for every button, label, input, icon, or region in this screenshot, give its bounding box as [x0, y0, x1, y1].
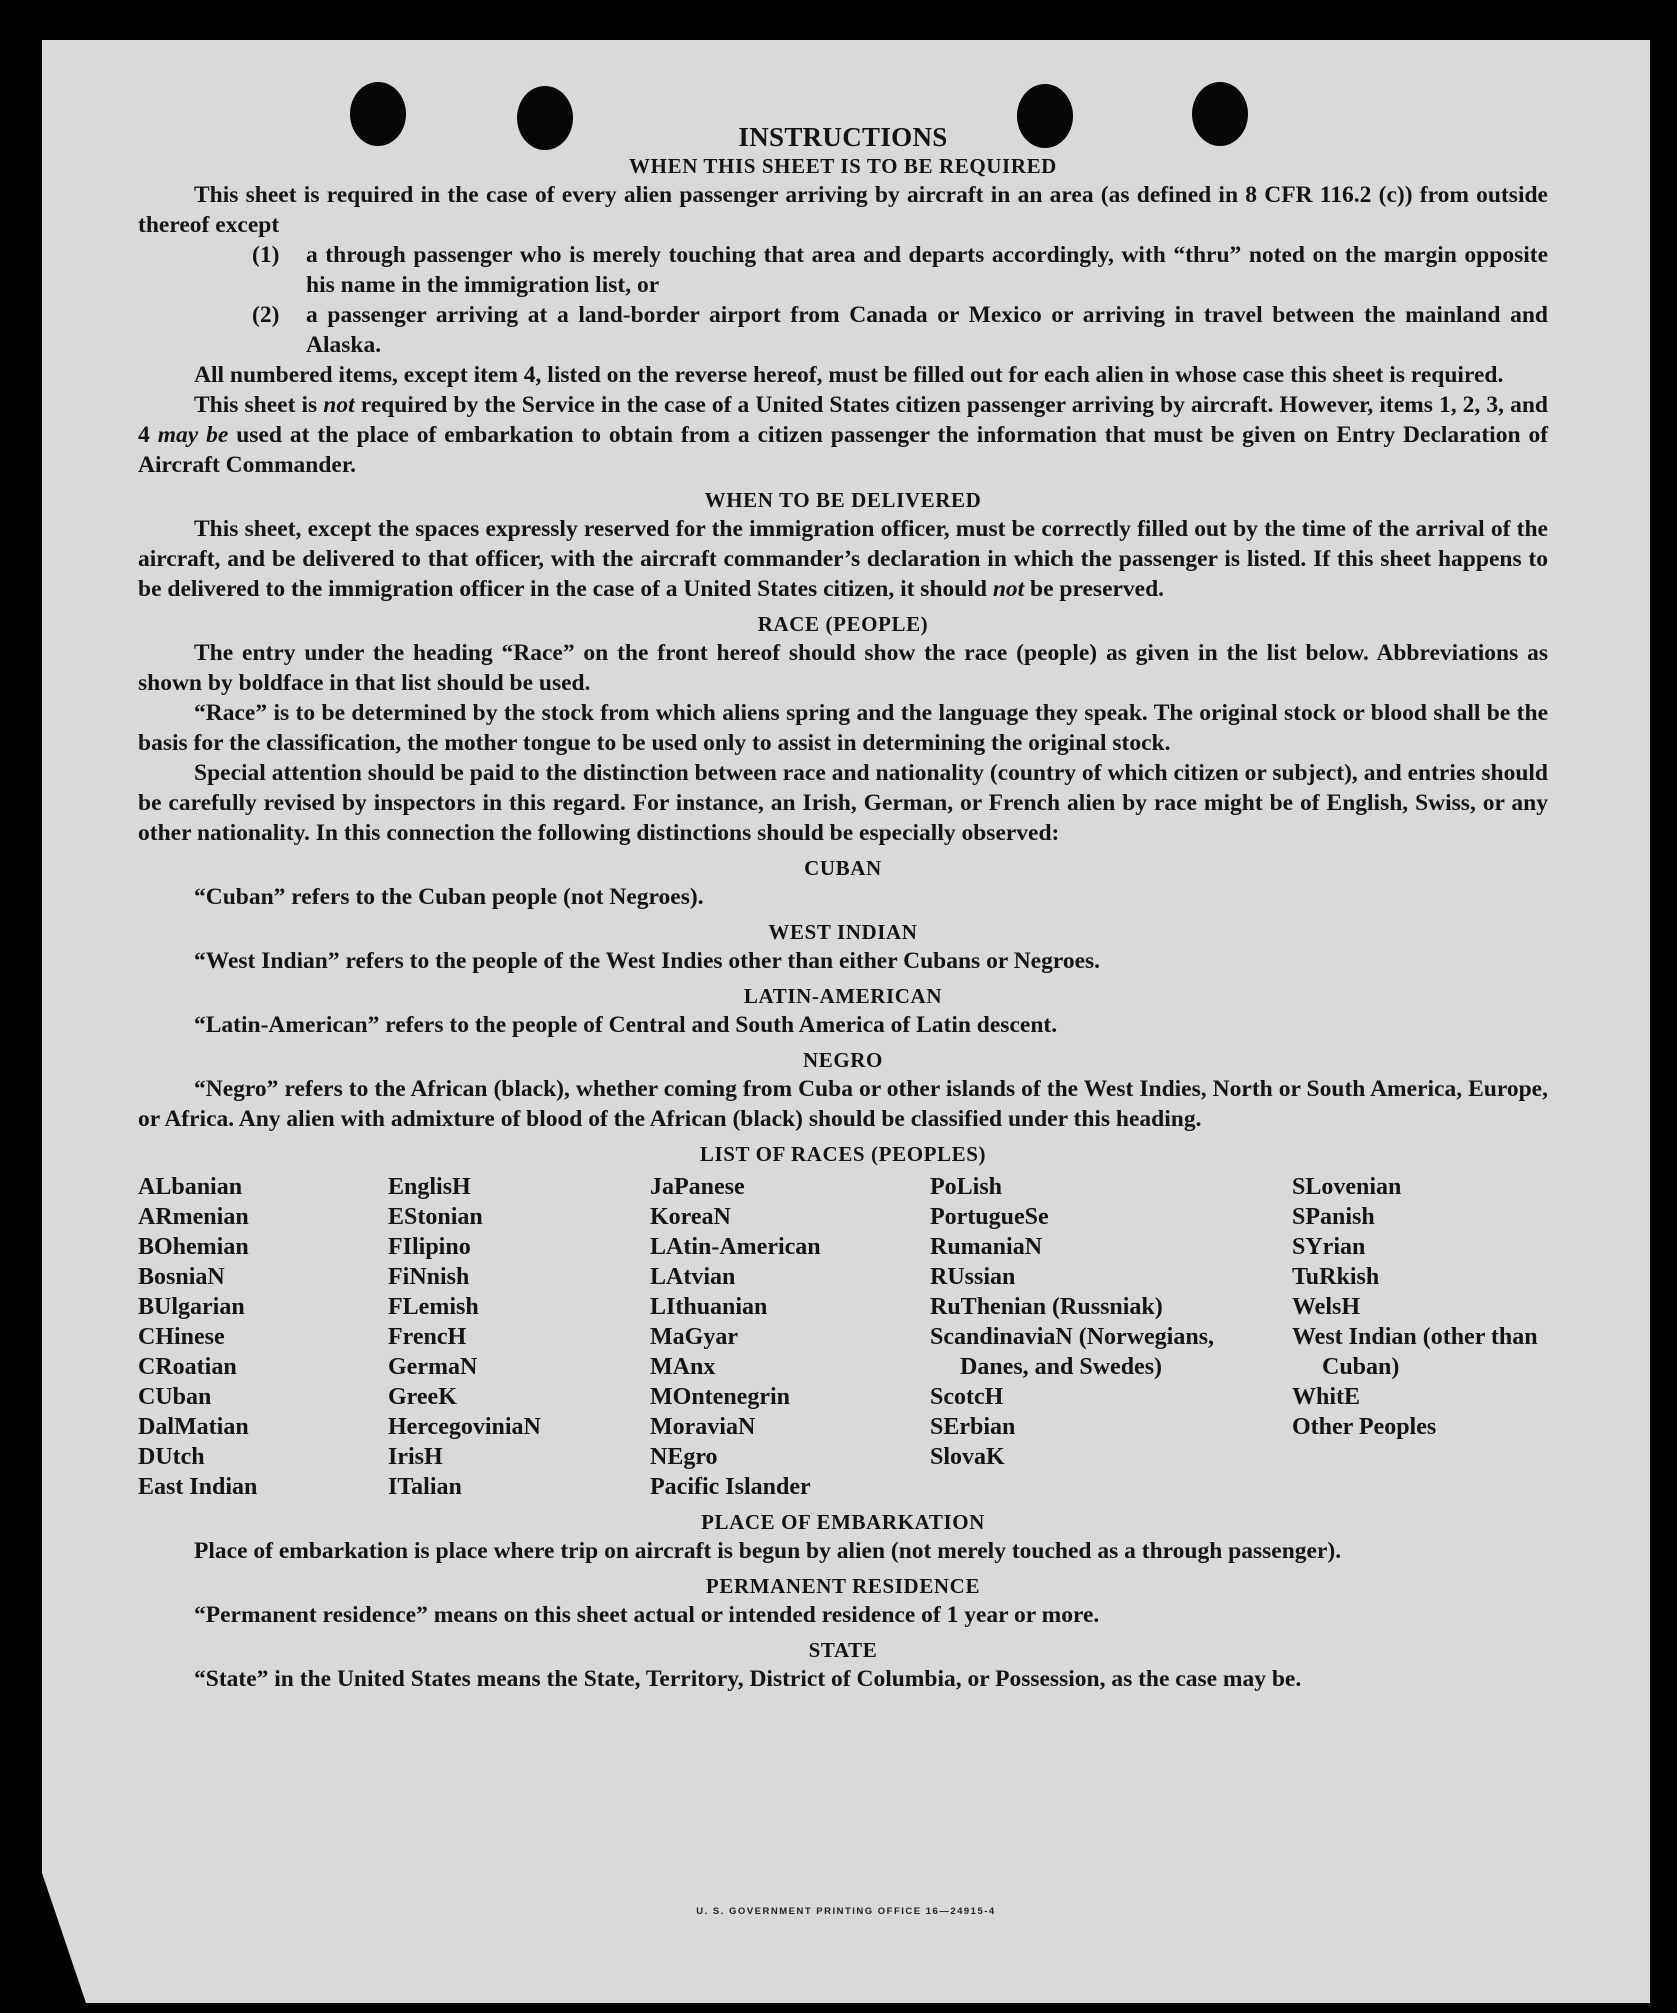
- race-item: FrencH: [388, 1324, 467, 1350]
- race-item: JaPanese: [650, 1174, 745, 1200]
- race-paragraph-1: The entry under the heading “Race” on the front hereof should show the race (people) as given in the list below. Abbreviations as shown by boldface in that list should be used.: [138, 640, 1548, 696]
- race-item: CRoatian: [138, 1354, 237, 1380]
- west-indian-text: “West Indian” refers to the people of the West Indies other than either Cubans or Negroes.: [194, 948, 1101, 974]
- race-item: Other Peoples: [1292, 1414, 1437, 1440]
- residence-text: “Permanent residence” means on this sheet actual or intended residence of 1 year or more.: [194, 1602, 1100, 1628]
- race-item: BosniaN: [138, 1264, 225, 1290]
- race-item: ScotcH: [930, 1384, 1004, 1410]
- embarkation-heading: PLACE OF EMBARKATION: [701, 1510, 985, 1534]
- negro-text: “Negro” refers to the African (black), whether coming from Cuba or other islands of the West Indies, North or South America, Europe, or Africa. Any alien with admixture of blood of the African (black) should be classified under this heading.: [138, 1076, 1548, 1132]
- west-indian-heading: WEST INDIAN: [768, 920, 918, 944]
- race-item: FIlipino: [388, 1234, 471, 1260]
- race-item: PoLish: [930, 1174, 1003, 1200]
- race-item: KoreaN: [650, 1204, 731, 1230]
- race-item: WhitE: [1292, 1384, 1361, 1410]
- races-column-5: [1292, 1172, 1548, 1502]
- race-item: MAnx: [650, 1354, 716, 1380]
- race-item: TuRkish: [1292, 1264, 1380, 1290]
- race-item: SlovaK: [930, 1444, 1005, 1470]
- folded-corner: [42, 1873, 86, 2003]
- race-item: LAtvian: [650, 1264, 736, 1290]
- races-column-2: [388, 1172, 650, 1502]
- exception-item-2: [138, 300, 1548, 360]
- race-item: ARmenian: [138, 1204, 249, 1230]
- exception-item-1: [138, 240, 1548, 300]
- race-item: SYrian: [1292, 1234, 1366, 1260]
- instructions-body: [138, 120, 1548, 1694]
- item-number: (1): [252, 242, 280, 268]
- embarkation-text: Place of embarkation is place where trip on aircraft is begun by alien (not merely touched as a through passenger).: [194, 1538, 1342, 1564]
- race-item: BUlgarian: [138, 1294, 245, 1320]
- state-heading: STATE: [808, 1638, 878, 1662]
- race-item: RumaniaN: [930, 1234, 1043, 1260]
- race-item: CHinese: [138, 1324, 225, 1350]
- cuban-heading: CUBAN: [804, 856, 882, 880]
- race-item: HercegoviniaN: [388, 1414, 541, 1440]
- negro-heading: NEGRO: [802, 1048, 883, 1072]
- race-item: DalMatian: [138, 1414, 249, 1440]
- race-item: FiNnish: [388, 1264, 470, 1290]
- race-heading: RACE (PEOPLE): [757, 612, 929, 636]
- race-paragraph-2: “Race” is to be determined by the stock from which aliens spring and the language they speak. The original stock or blood shall be the basis for the classification, the mother tongue to be used only to assist in determining the original stock.: [138, 700, 1548, 756]
- race-item: CUban: [138, 1384, 212, 1410]
- race-item: GermaN: [388, 1354, 478, 1380]
- item-text: a passenger arriving at a land-border airport from Canada or Mexico or arriving in travel between the mainland and Alaska.: [306, 302, 1548, 358]
- when-delivered-heading: WHEN TO BE DELIVERED: [704, 488, 982, 512]
- race-item: Pacific Islander: [650, 1474, 811, 1500]
- race-item: BOhemian: [138, 1234, 249, 1260]
- races-column-1: [138, 1172, 388, 1502]
- page-title: INSTRUCTIONS: [738, 122, 948, 152]
- when-required-heading: WHEN THIS SHEET IS TO BE REQUIRED: [629, 154, 1057, 178]
- numbered-items-paragraph: All numbered items, except item 4, listed on the reverse hereof, must be filled out for each alien in whose case this sheet is required.: [194, 362, 1504, 388]
- race-item: East Indian: [138, 1474, 258, 1500]
- race-item: EStonian: [388, 1204, 483, 1230]
- race-item: MoraviaN: [650, 1414, 756, 1440]
- races-list-heading: LIST OF RACES (PEOPLES): [699, 1142, 987, 1166]
- races-list: [138, 1172, 1548, 1502]
- citizen-paragraph: This sheet is not required by the Service in the case of a United States citizen passenger arriving by aircraft. However, items 1, 2, 3, and 4 may be used at the place of embarkation to obtain from a citizen passenger the information that must be given on Entry Declaration of Aircraft Commander.: [138, 392, 1549, 478]
- latin-american-heading: LATIN-AMERICAN: [743, 984, 943, 1008]
- state-text: “State” in the United States means the State, Territory, District of Columbia, or Possession, as the case may be.: [194, 1666, 1302, 1692]
- race-item: WelsH: [1292, 1294, 1361, 1320]
- latin-american-text: “Latin-American” refers to the people of Central and South America of Latin descent.: [194, 1012, 1058, 1038]
- race-item: IrisH: [388, 1444, 443, 1470]
- race-paragraph-3: Special attention should be paid to the distinction between race and nationality (country of which citizen or subject), and entries should be carefully revised by inspectors in this regard. For instance, an Irish, German, or French alien by race might be of English, Swiss, or any other nationality. In this connection the following distinctions should be especially observed:: [138, 760, 1548, 846]
- race-item: MOntenegrin: [650, 1384, 790, 1410]
- race-item: EnglisH: [388, 1174, 471, 1200]
- race-item: ScandinaviaN (Norwegians, Danes, and Swedes): [930, 1324, 1215, 1380]
- race-item: MaGyar: [650, 1324, 738, 1350]
- race-item: NEgro: [650, 1444, 718, 1470]
- item-text: a through passenger who is merely touching that area and departs accordingly, with “thru” noted on the margin opposite his name in the immigration list, or: [306, 242, 1548, 298]
- race-item: SLovenian: [1292, 1174, 1402, 1200]
- printing-office-footer: U. S. GOVERNMENT PRINTING OFFICE 16—24915-4: [696, 1906, 996, 1917]
- cuban-text: “Cuban” refers to the Cuban people (not Negroes).: [194, 884, 704, 910]
- race-item: FLemish: [388, 1294, 479, 1320]
- race-item: ALbanian: [138, 1174, 243, 1200]
- races-column-3: [650, 1172, 930, 1502]
- race-item: SPanish: [1292, 1204, 1375, 1230]
- race-item: RuThenian (Russniak): [930, 1294, 1163, 1320]
- required-intro: This sheet is required in the case of every alien passenger arriving by aircraft in an area (as defined in 8 CFR 116.2 (c)) from outside thereof except: [138, 182, 1548, 238]
- races-column-4: [930, 1172, 1292, 1502]
- delivered-paragraph: This sheet, except the spaces expressly reserved for the immigration officer, must be correctly filled out by the time of the arrival of the aircraft, and be delivered to that officer, with the aircraft commander’s declaration in which the passenger is listed. If this sheet happens to be delivered to the immigration officer in the case of a United States citizen, it should not be preserved.: [138, 516, 1548, 602]
- document-sheet: [42, 40, 1650, 2003]
- race-item: ITalian: [388, 1474, 462, 1500]
- race-item: PortugueSe: [930, 1204, 1049, 1230]
- race-item: LAtin-American: [650, 1234, 821, 1260]
- race-item: DUtch: [138, 1444, 205, 1470]
- race-item: GreeK: [388, 1384, 457, 1410]
- item-number: (2): [252, 302, 280, 328]
- race-item: RUssian: [930, 1264, 1016, 1290]
- residence-heading: PERMANENT RESIDENCE: [705, 1574, 981, 1598]
- race-item: West Indian (other than Cuban): [1292, 1324, 1538, 1380]
- race-item: SErbian: [930, 1414, 1016, 1440]
- race-item: LIthuanian: [650, 1294, 768, 1320]
